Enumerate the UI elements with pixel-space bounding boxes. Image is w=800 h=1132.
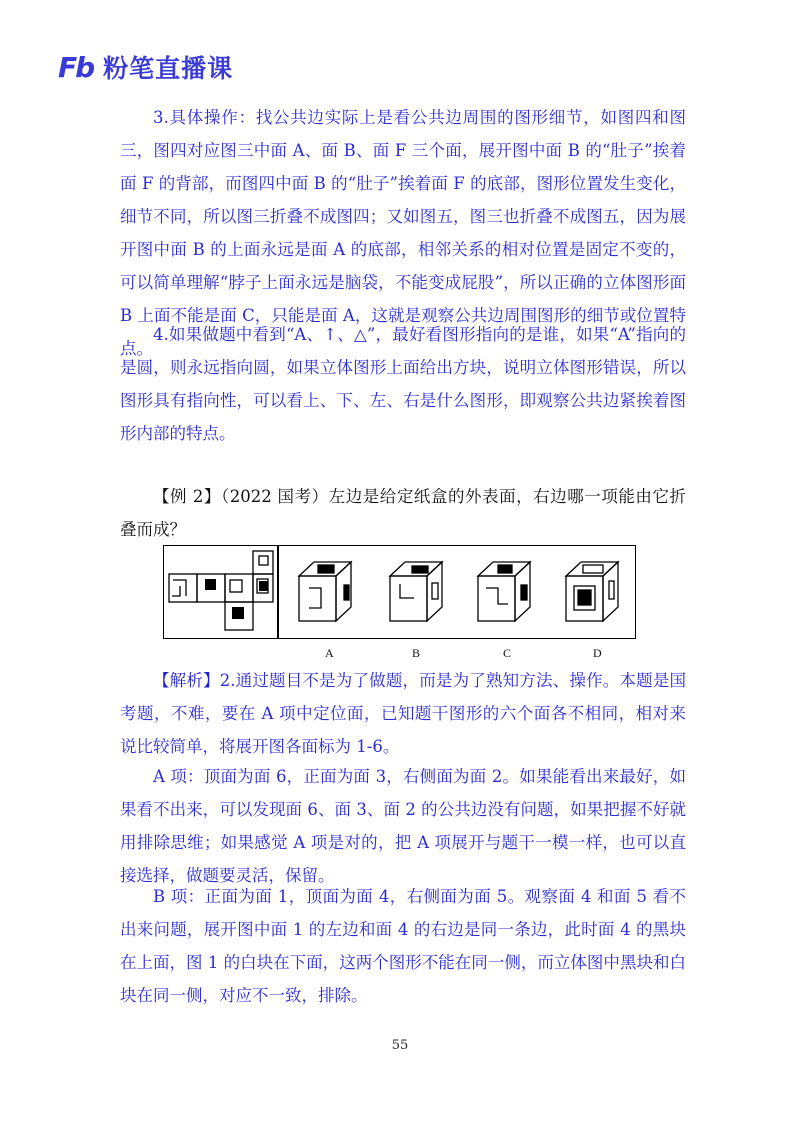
paragraph-step-3: 3.具体操作：找公共边实际上是看公共边周围的图形细节，如图四和图三，图四对应图三中面 A、面 B、面 F 三个面，展开图中面 B 的“肚子”挨着面 F 的背部，而图四中面 B 的“肚子”挨着面 F 的底部，图形位置发生变化，细节不同，所以图三折叠不成图四；又如图五，图三也折叠不成图五，因为展开图中面 B 的上面永远是面 A 的底部，相邻关系的相对位置是固定不变的，可以简单理解“脖子上面永远是脑袋，不能变成屁股”，所以正确的立体图形面 B 上面不能是面 C，只能是面 A，这就是观察公共边周围图形的细节或位置特点。: [120, 108, 686, 358]
analysis-option-b: B 项：正面为面 1，顶面为面 4，右侧面为面 5。观察面 4 和面 5 看不出来问题，展开图中面 1 的左边和面 4 的右边是同一条边，此时面 4 的黑块在上面，图 1 的白块在下面，这两个图形不能在同一侧，而立体图中黑块和白块在同一侧，对应不一致，排除。: [120, 887, 686, 1005]
net-diagram: [169, 551, 273, 630]
analysis-option-a: A 项：顶面为面 6，正面为面 3，右侧面为面 2。如果能看出来最好，如果看不出来，可以发现面 6、面 3、面 2 的公共边没有问题，如果把握不好就用排除思维；如果感觉 A 项是对的，把 A 项展开与题干一模一样，也可以直接选择，做题要灵活，保留。: [120, 767, 686, 885]
option-label-d: D: [593, 646, 602, 660]
option-label-a: A: [325, 646, 334, 660]
brand-name: 粉笔直播课: [103, 54, 234, 83]
analysis-intro: [120, 664, 686, 763]
option-label-b: B: [412, 646, 421, 660]
paragraph-step-4: 4.如果做题中看到“A、↑、△”，最好看图形指向的是谁，如果“A”指向的是圆，则永远指向圆，如果立体图形上面给出方块，说明立体图形错误，所以图形具有指向性，可以看上、下、左、右是什么图形，即观察公共边紧挨着图形内部的特点。: [120, 325, 686, 443]
fenbi-logo-icon: Fb: [58, 50, 94, 84]
analysis-label: 【解析】: [153, 671, 220, 690]
option-label-c: C: [503, 646, 512, 660]
option-cube-c: [478, 562, 530, 621]
option-cube-d: [566, 562, 618, 621]
net-black-blocks: [205, 579, 268, 619]
figure-drawing: [164, 546, 635, 638]
option-cube-b: [390, 562, 442, 621]
analysis-intro-text: 2.通过题目不是为了做题，而是为了熟知方法、操作。本题是国考题，不难，要在 A 项中定位面，已知题干图形的六个面各不相同，相对来说比较简单，将展开图各面标为 1-6。: [120, 671, 687, 756]
cube-folding-figure: [163, 545, 636, 639]
figure-divider: [277, 546, 279, 638]
option-cube-a: [299, 562, 351, 621]
example-question: 【例 2】（2022 国考）左边是给定纸盒的外表面，右边哪一项能由它折叠而成？: [120, 487, 686, 539]
page-header: [58, 50, 233, 84]
page-number: 55: [391, 1038, 409, 1053]
